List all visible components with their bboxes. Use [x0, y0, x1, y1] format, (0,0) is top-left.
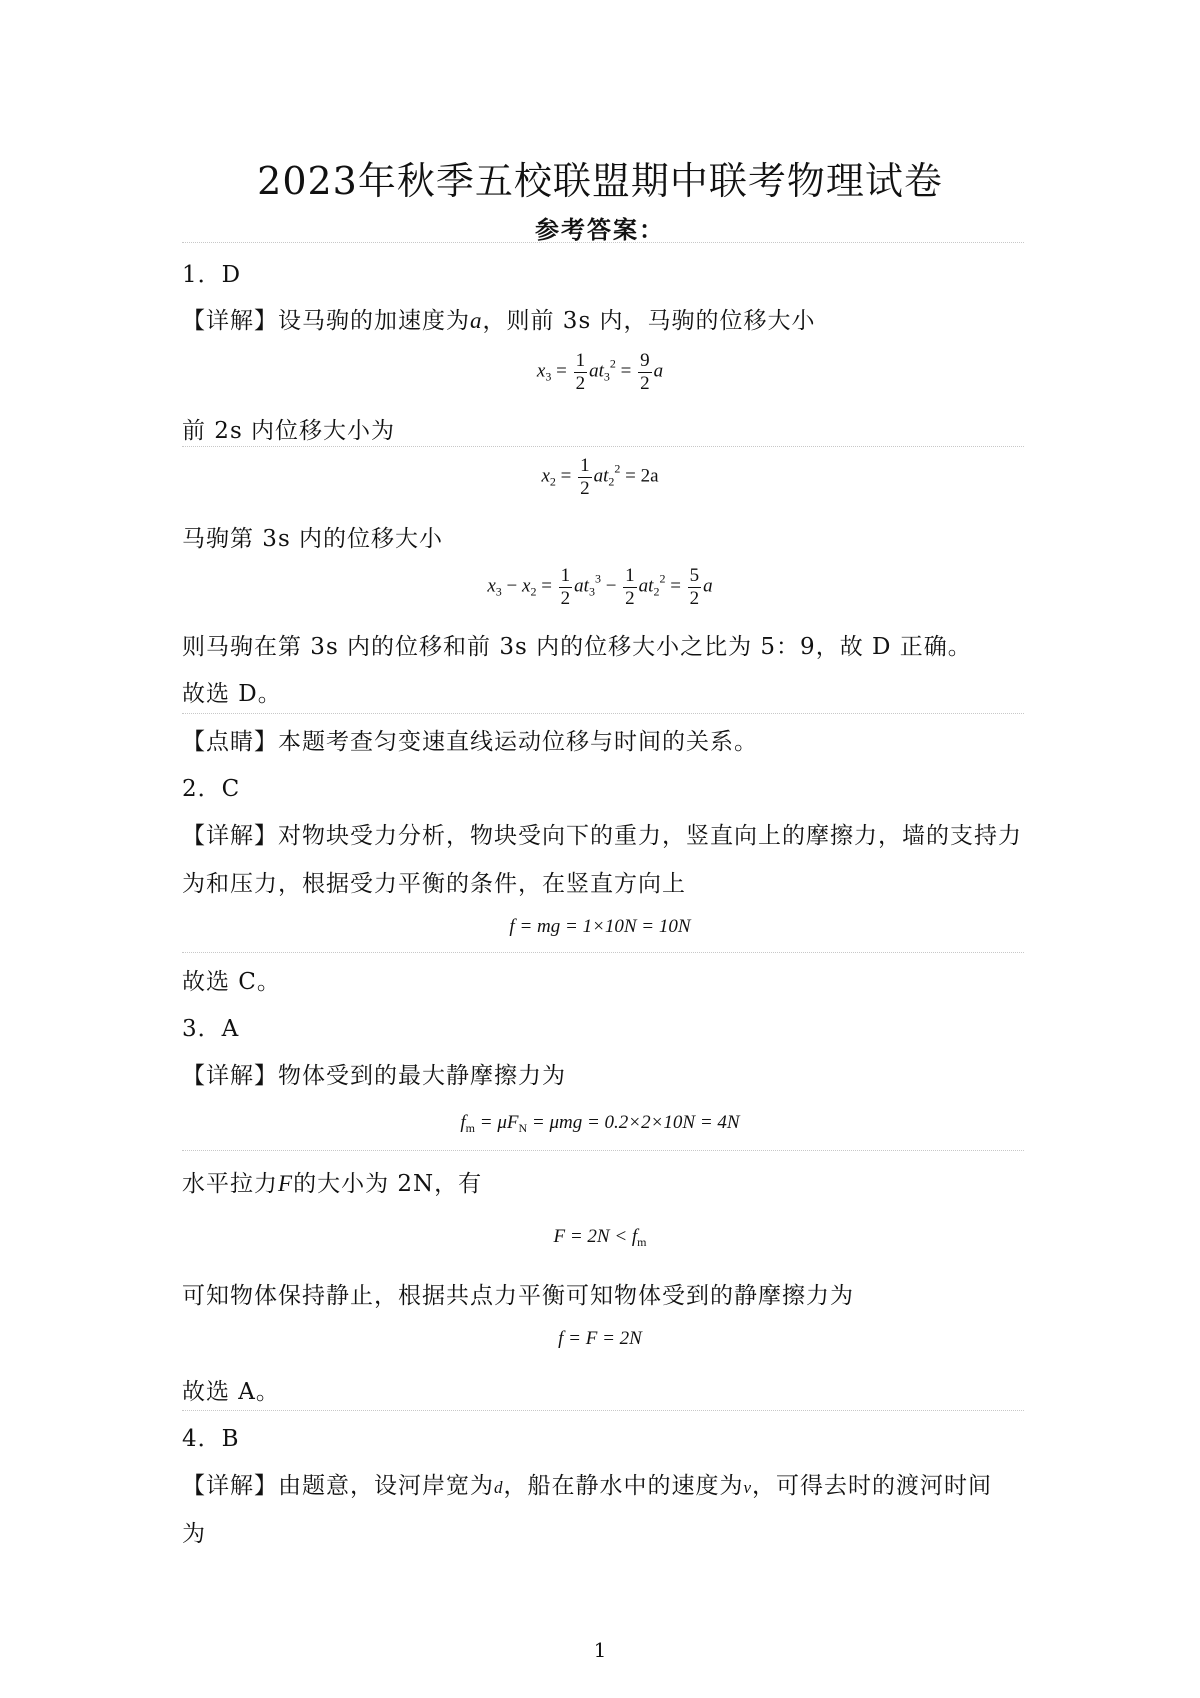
q2-conclusion: 故选 C。 [182, 969, 281, 995]
divider [182, 242, 1024, 243]
q1-text-3: 马驹第 3s 内的位移大小 [182, 526, 444, 552]
q1-comment: 【点睛】本题考查匀变速直线运动位移与时间的关系。 [182, 729, 758, 755]
q3-equation-2: $F = 2N < f_m$ [553, 1226, 647, 1249]
q1-detail-prefix: 【详解】设马驹的加速度为 [182, 308, 470, 334]
divider [182, 952, 1024, 953]
q1-equation-3: $x_3 - x_2$ = $\frac{1}{2}$ $at_3^3$ − $\frac{1}{2}$ $at_2^2$ = $\frac{5}{2}$ a [487, 565, 713, 609]
q1-equation-2: $x_2$ = $\frac{1}{2}$ $at_2^2 = 2a$ [541, 455, 659, 499]
q3-equation-1: $f_m = \mu F_N = \mu mg = 0.2\times 2\times 10N = 4N$ [460, 1112, 740, 1135]
divider [182, 713, 1024, 714]
q3-text-3: 可知物体保持静止，根据共点力平衡可知物体受到的静摩擦力为 [182, 1283, 854, 1309]
divider [182, 1410, 1024, 1411]
page-subtitle: 参考答案： [535, 215, 665, 244]
q4-answer: 4．B [182, 1426, 240, 1452]
page-title: 2023年秋季五校联盟期中联考物理试卷 [257, 159, 943, 203]
q1-text-2: 前 2s 内位移大小为 [182, 418, 396, 444]
q1-text-4: 则马驹在第 3s 内的位移和前 3s 内的位移大小之比为 5：9，故 D 正确。 [182, 634, 972, 660]
q3-detail: 【详解】物体受到的最大静摩擦力为 [182, 1063, 566, 1089]
q1-text-5: 故选 D。 [182, 681, 282, 707]
q1-detail-var: a [470, 308, 483, 333]
q1-equation-1: $x_3$ = $\frac{1}{2}$ $at_3^2$ = $\frac{9}{2}$ a [536, 350, 664, 394]
q3-text-2: 水平拉力F的大小为 2N，有 [182, 1171, 483, 1197]
q1-detail [182, 302, 816, 335]
q2-detail-2: 为和压力，根据受力平衡的条件，在竖直方向上 [182, 871, 686, 897]
q1-answer: 1．D [182, 262, 242, 288]
divider [182, 1150, 1024, 1151]
q2-equation: f = mg = 1×10N = 10N [509, 916, 691, 937]
q2-answer: 2．C [182, 776, 241, 802]
q4-detail: 【详解】由题意，设河岸宽为d，船在静水中的速度为v，可得去时的渡河时间 [182, 1473, 993, 1499]
divider [182, 446, 1024, 447]
q3-conclusion: 故选 A。 [182, 1379, 280, 1405]
q1-detail-suffix: ，则前 3s 内，马驹的位移大小 [482, 308, 816, 334]
q3-answer: 3．A [182, 1016, 240, 1042]
page-number: 1 [593, 1638, 607, 1662]
q4-detail-line-2: 为 [182, 1521, 206, 1547]
q2-detail-1: 【详解】对物块受力分析，物块受向下的重力，竖直向上的摩擦力，墙的支持力 [182, 823, 1022, 849]
q3-equation-3: f = F = 2N [558, 1328, 642, 1349]
